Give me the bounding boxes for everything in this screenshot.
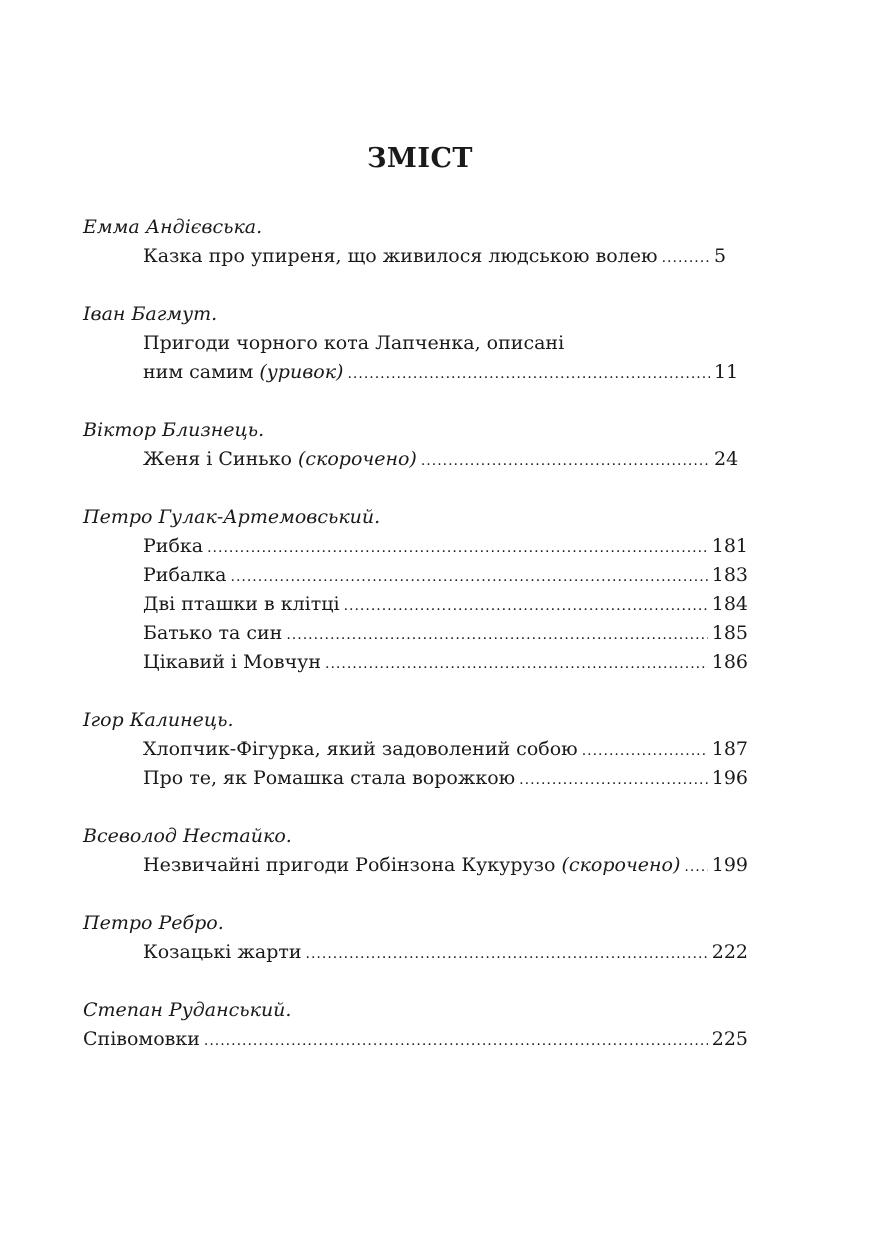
toc-section-rebro [83,909,748,967]
entry-title: Цікавий і Мовчун [143,651,322,673]
toc-entry[interactable] [83,532,748,561]
entry-title: Батько та син [143,622,283,644]
page-number: 11 [714,361,739,383]
dot-leader [684,853,707,882]
toc-entry[interactable] [83,1025,748,1054]
toc-section-bahmut [83,300,748,387]
page-number: 5 [714,245,727,267]
entry-note: (скорочено) [297,448,417,470]
page-number: 24 [714,448,739,470]
entry-title: Співомовки [83,1028,200,1050]
entry-title: Женя і Синько (скорочено) [143,448,417,470]
toc-entry[interactable] [83,648,748,677]
dot-leader [582,737,708,766]
entry-note: (скорочено) [561,854,681,876]
toc-section-kalynets [83,706,748,793]
toc-entry[interactable] [83,851,748,880]
page-number: 186 [711,651,748,673]
author-name: Петро Ребро. [83,912,224,934]
entry-note: (уривок) [259,361,344,383]
entry-title: Козацькі жарти [143,941,302,963]
dot-leader [286,621,707,650]
toc-entry[interactable] [83,590,748,619]
page-number: 199 [711,854,748,876]
toc-entry[interactable] [83,445,748,474]
toc-entry[interactable] [83,242,748,271]
toc-section-rudanskyi [83,996,748,1054]
toc-section-hulak-artemovskyi [83,503,748,677]
toc-entry[interactable] [83,764,748,793]
dot-leader [306,940,708,969]
page-number: 225 [711,1028,748,1050]
page-number: 181 [711,535,748,557]
dot-leader [231,563,708,592]
dot-leader [662,244,710,273]
dot-leader [421,447,710,476]
dot-leader [344,592,708,621]
dot-leader [519,766,708,795]
entry-title: Незвичайні пригоди Робінзона Кукурузо (скорочено) [143,854,681,876]
page-title: ЗМІСТ [366,143,474,174]
entry-title: Рибка [143,535,204,557]
toc-entry[interactable] [83,735,748,764]
author-name: Всеволод Нестайко. [83,825,292,847]
entry-title: Про те, як Ромашка стала ворожкою [143,767,516,789]
page-number: 185 [711,622,748,644]
entry-title-first-line: Пригоди чорного кота Лапченка, описані [143,332,565,354]
entry-title: Казка про упиреня, що живилося людською волею [143,245,658,267]
dot-leader [204,1027,708,1056]
toc-entry[interactable] [83,358,748,387]
author-name: Степан Руданський. [83,999,292,1021]
entry-title: Рибалка [143,564,227,586]
entry-title: Хлопчик-Фігурка, який задоволений собою [143,738,578,760]
toc-section-andiievska [83,213,748,271]
page-number: 196 [711,767,748,789]
toc-entry[interactable] [83,619,748,648]
author-name: Емма Андієвська. [83,216,263,238]
author-name: Віктор Близнець. [83,419,265,441]
author-name: Петро Гулак-Артемовський. [83,506,381,528]
dot-leader [325,650,708,679]
toc-entry[interactable] [83,561,748,590]
page-number: 184 [711,593,748,615]
dot-leader [347,360,710,389]
entry-title: ним самим (уривок) [143,361,344,383]
toc-entry[interactable] [83,938,748,967]
author-name: Іван Багмут. [83,303,218,325]
author-name: Ігор Калинець. [83,709,234,731]
table-of-contents [83,213,748,1083]
toc-section-nestaiko [83,822,748,880]
toc-section-blyznets [83,416,748,474]
page-number: 187 [711,738,748,760]
entry-title: Дві пташки в клітці [143,593,340,615]
dot-leader [207,534,708,563]
page-number: 183 [711,564,748,586]
page-number: 222 [711,941,748,963]
